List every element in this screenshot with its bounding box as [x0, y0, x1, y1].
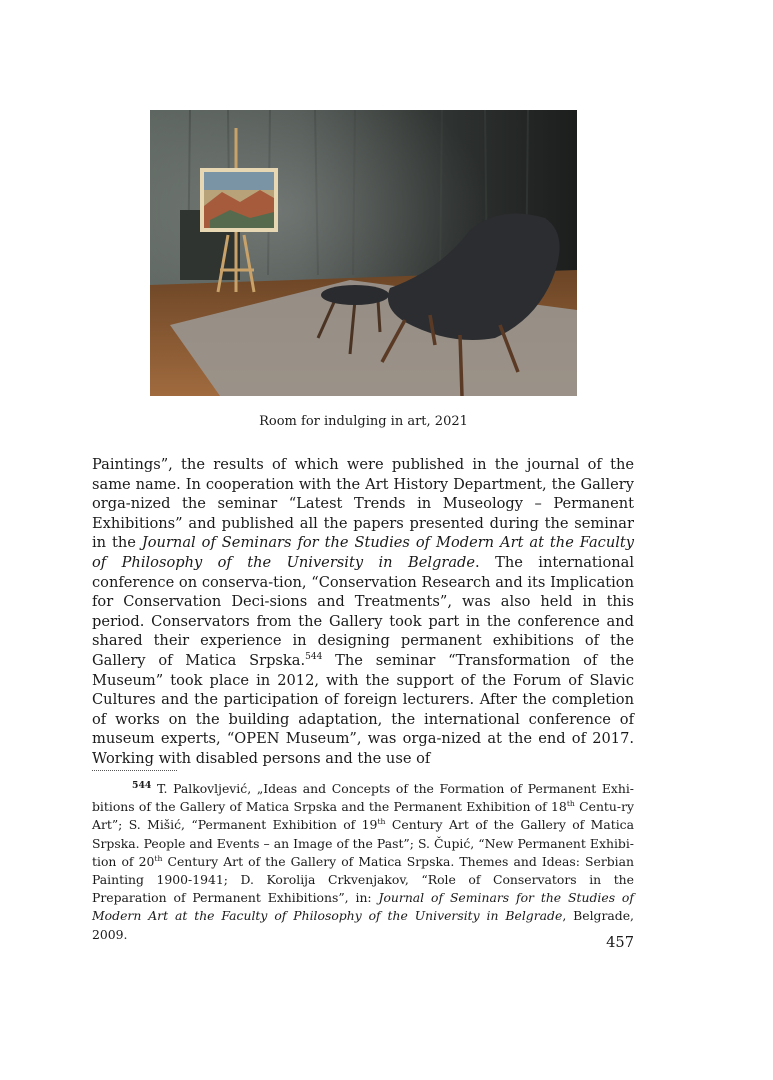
footnote-journal-title: Journal of Seminars for the Studies of Modern Art at the Faculty of Philosophy of the University in Belgrade: [92, 890, 634, 924]
footnote-text-1: T. Palkovljević, „Ideas and Concepts of the Formation of Permanent Exhi-bitions of the Gallery of Matica Srpska and the Permanent Exhibition of 18: [92, 781, 634, 815]
footnote-ordinal-3: th: [154, 853, 163, 863]
footnote-number: 544: [132, 779, 152, 791]
body-paragraph: [92, 455, 634, 769]
body-text-2: . The international conference on conserva-tion, “Conservation Research and its Implication for Conservation Deci-sions and Treatments”, was also held in this period. Conservators from the Gallery took part in the conference and shared their experience in designing permanent exhibitions of the Gallery of Matica Srpska.: [92, 553, 635, 669]
footnote-text-4: Century Art of the Gallery of Matica Srpska. Themes and Ideas: Serbian Painting 1900-1941; D. Korolija Crkvenjakov, “Role of Conservators in the Preparation of Permanent Exhibitions”, in:: [92, 853, 634, 906]
figure-caption: Room for indulging in art, 2021: [259, 414, 468, 429]
page-number: 457: [606, 934, 634, 951]
room-photo: [150, 110, 577, 396]
footnote: [92, 780, 634, 944]
footnote-text-3: Century Art of the Gallery of Matica Srpska. People and Events – an Image of the Past”; S. Čupić, “New Permanent Exhibi-tion of 20: [92, 817, 635, 869]
footnote-divider: [92, 770, 177, 771]
footnote-ordinal-2: th: [377, 817, 386, 827]
footnote-ordinal-1: th: [566, 799, 575, 809]
footnote-reference[interactable]: 544: [305, 652, 323, 663]
body-text-3: The seminar “Transformation of the Museum” took place in 2012, with the support of the Forum of Slavic Cultures and the participation of foreign lecturers. After the completion of works on the building adaptation, the international conference of museum experts, “OPEN Museum”, was orga-nized at the end of 2017. Working with disabled persons and the use of: [92, 651, 634, 767]
footnote-text-5: , Belgrade, 2009.: [92, 908, 634, 942]
footnote-text-2: Centu-ry Art”; S. Mišić, “Permanent Exhibition of 19: [92, 799, 634, 833]
body-text-1: Paintings”, the results of which were published in the journal of the same name. In cooperation with the Art History Department, the Gallery orga-nized the seminar “Latest Trends in Museology – Permanent Exhibitions” and published all the papers presented during the seminar in the: [92, 456, 634, 552]
journal-title: Journal of Seminars for the Studies of Modern Art at the Faculty of Philosophy of the University in Belgrade: [92, 534, 634, 571]
